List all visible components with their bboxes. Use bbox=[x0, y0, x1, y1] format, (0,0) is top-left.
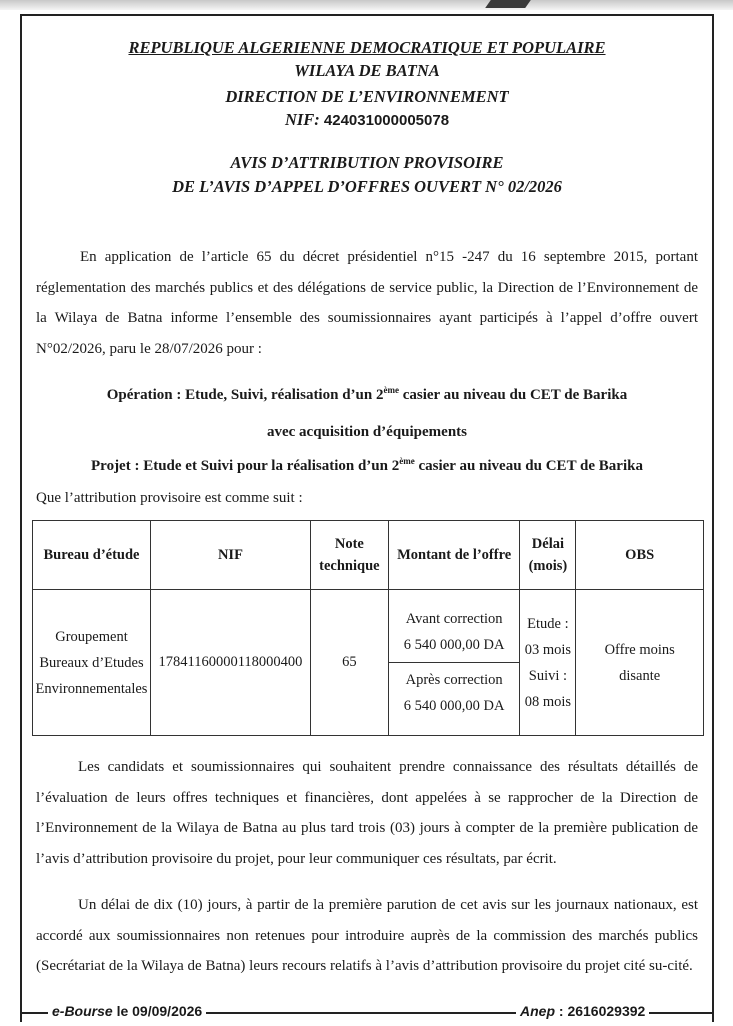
scan-edge bbox=[0, 0, 733, 10]
footer bbox=[20, 1000, 714, 1024]
footer-anep: Anep : 2616029392 bbox=[516, 1003, 649, 1019]
republic-heading: REPUBLIQUE ALGERIENNE DEMOCRATIQUE ET POPULAIRE bbox=[128, 38, 606, 57]
project-line: Projet : Etude et Suivi pour la réalisation d’un 2ème casier au niveau du CET de Barika bbox=[91, 456, 643, 474]
direction-heading: DIRECTION DE L’ENVIRONNEMENT bbox=[225, 87, 509, 106]
cell-note: 65 bbox=[310, 590, 388, 736]
header-delai: Délai (mois) bbox=[520, 521, 576, 590]
cell-obs: Offre moins disante bbox=[576, 590, 704, 736]
table-header-row bbox=[33, 521, 704, 590]
cell-nif: 17841160000118000400 bbox=[150, 590, 310, 736]
results-paragraph: Les candidats et soumissionnaires qui souhaitent prendre connaissance des résultats détaillés de l’évaluation de leurs offres techniques et financières, dont appelées à se rapprocher de la Direction de l’Environnement de la Wilaya de Batna au plus tard trois (03) jours à compter de la première publication de l’avis d’attribution provisoire du projet, pour leur communiquer ces résultats, par écrit. bbox=[36, 759, 698, 867]
cell-bureau: Groupement Bureaux d’Etudes Environnementales bbox=[33, 590, 151, 736]
intro-paragraph: En application de l’article 65 du décret présidentiel n°15 -247 du 16 septembre 2015, portant réglementation des marchés publics et des délégations de service public, la Direction de l’Environnement de la Wilaya de Batna informe l’ensemble des soumissionnaires ayant participés à l’appel d’offre ouvert N°02/2026, paru le 28/07/2026 pour : bbox=[36, 249, 698, 357]
table-row bbox=[33, 590, 704, 736]
operation-line: Opération : Etude, Suivi, réalisation d’un 2ème casier au niveau du CET de Barika bbox=[106, 385, 628, 403]
notice-subtitle: DE L’AVIS D’APPEL D’OFFRES OUVERT N° 02/2026 bbox=[172, 177, 562, 196]
header-montant: Montant de l’offre bbox=[388, 521, 520, 590]
header-obs: OBS bbox=[576, 521, 704, 590]
operation-line-2: avec acquisition d’équipements bbox=[266, 424, 467, 440]
nif-heading bbox=[20, 109, 714, 131]
header-bureau: Bureau d’étude bbox=[33, 521, 151, 590]
attribution-table bbox=[32, 520, 704, 736]
nif-value: 424031000005078 bbox=[323, 112, 450, 129]
cell-montant: Avant correction 6 540 000,00 DA Après correction 6 540 000,00 DA bbox=[388, 590, 520, 736]
nif-label: NIF: bbox=[284, 110, 324, 129]
cell-delai: Etude : 03 mois Suivi : 08 mois bbox=[520, 590, 576, 736]
header-nif: NIF bbox=[150, 521, 310, 590]
table-intro: Que l’attribution provisoire est comme suit : bbox=[36, 490, 303, 506]
footer-source: e-Bourse le 09/09/2026 bbox=[48, 1003, 206, 1019]
scan-mark bbox=[485, 0, 531, 8]
header-note: Note technique bbox=[310, 521, 388, 590]
appeal-paragraph: Un délai de dix (10) jours, à partir de la première parution de cet avis sur les journaux nationaux, est accordé aux soumissionnaires non retenues pour introduire auprès de la commission des marchés publics (Secrétariat de la Wilaya de Batna) leurs recours relatifs à l’avis d’attribution provisoire du projet cité su-cité. bbox=[36, 897, 698, 974]
notice-title: AVIS D’ATTRIBUTION PROVISOIRE bbox=[230, 153, 504, 172]
wilaya-heading: WILAYA DE BATNA bbox=[294, 61, 440, 80]
